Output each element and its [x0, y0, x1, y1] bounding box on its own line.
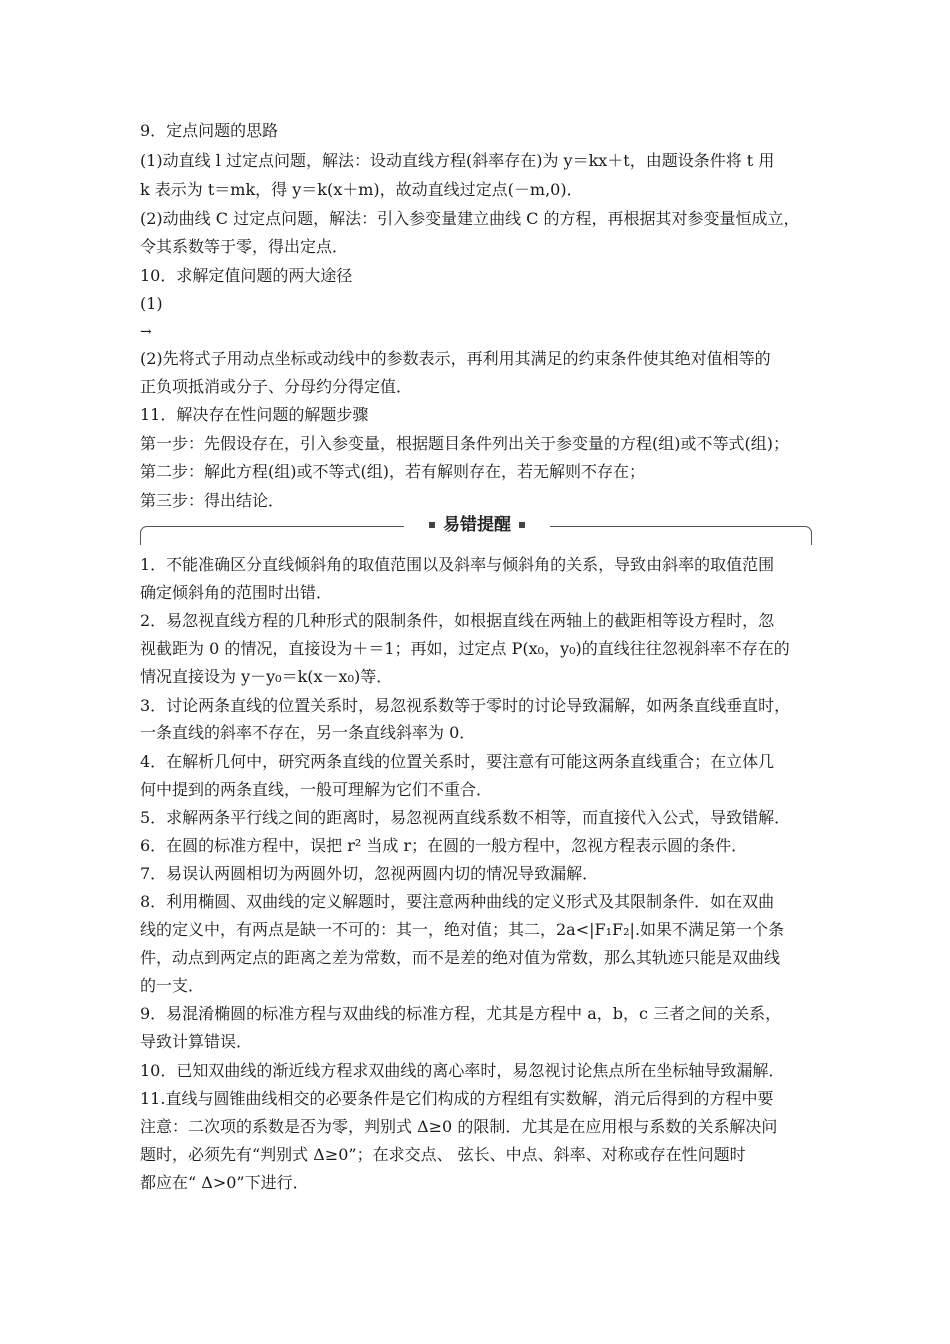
- text-line: 导致计算错误．: [140, 1032, 253, 1051]
- text-line: 令其系数等于零，得出定点．: [140, 237, 349, 256]
- text-line: (1): [140, 294, 163, 313]
- arrow-icon: →: [140, 324, 152, 340]
- text-line: 10．已知双曲线的渐近线方程求双曲线的离心率时，易忽视讨论焦点所在坐标轴导致漏解．: [140, 1061, 785, 1080]
- text-line: (2)动曲线 C 过定点问题，解法：引入参变量建立曲线 C 的方程，再根据其对参变量恒成立，: [140, 209, 800, 228]
- text-line: 线的定义中，有两点是缺一不可的：其一，绝对值；其二，2a<|F₁F₂|.如果不满足第一个条: [140, 920, 785, 939]
- text-line: 注意：二次项的系数是否为零，判别式 Δ≥0 的限制．尤其是在应用根与系数的关系解决问: [140, 1117, 778, 1136]
- heading-fixed-point: 9．定点问题的思路: [140, 121, 279, 140]
- text-line: 正负项抵消或分子、分母约分得定值．: [140, 377, 413, 396]
- text-line: 9．易混淆椭圆的标准方程与双曲线的标准方程，尤其是方程中 a，b，c 三者之间的关系，: [140, 1004, 782, 1023]
- banner-title: 易错提醒: [443, 515, 511, 535]
- text-line: 8．利用椭圆、双曲线的定义解题时，要注意两种曲线的定义形式及其限制条件．如在双曲: [140, 892, 775, 911]
- text-line: 5．求解两条平行线之间的距离时，易忽视两直线系数不相等，而直接代入公式，导致错解．: [140, 808, 791, 827]
- text-line: 题时，必须先有“判别式 Δ≥0”；在求交点、 弦长、中点、斜率、对称或存在性问题时: [140, 1145, 746, 1164]
- heading-existence: 11．解决存在性问题的解题步骤: [140, 405, 369, 424]
- text-line: 6．在圆的标准方程中，误把 r² 当成 r；在圆的一般方程中，忽视方程表示圆的条件．: [140, 836, 748, 855]
- banner-title-wrap: [404, 512, 550, 538]
- section-banner: [140, 512, 812, 546]
- text-line: (2)先将式子用动点坐标或动线中的参数表示，再利用其满足的约束条件使其绝对值相等的: [140, 349, 771, 368]
- text-line: 1．不能准确区分直线倾斜角的取值范围以及斜率与倾斜角的关系，导致由斜率的取值范围: [140, 555, 775, 574]
- text-line: 情况直接设为 y－y₀＝k(x－x₀)等．: [140, 667, 393, 686]
- text-line: 一条直线的斜率不存在，另一条直线斜率为 0．: [140, 723, 476, 742]
- text-line: 确定倾斜角的范围时出错．: [140, 583, 333, 602]
- text-line: 3．讨论两条直线的位置关系时，易忽视系数等于零时的讨论导致漏解，如两条直线垂直时，: [140, 696, 791, 715]
- text-line: 视截距为 0 的情况，直接设为＋＝1；再如，过定点 P(x₀，y₀)的直线往往忽视斜率不存在的: [140, 639, 790, 658]
- square-bullet-icon: [519, 522, 525, 528]
- text-line: 4．在解析几何中，研究两条直线的位置关系时，要注意有可能这两条直线重合；在立体几: [140, 752, 775, 771]
- text-line: k 表示为 t＝mk，得 y＝k(x＋m)，故动直线过定点(－m,0)．: [140, 180, 583, 199]
- heading-fixed-value: 10．求解定值问题的两大途径: [140, 266, 353, 285]
- text-line: (1)动直线 l 过定点问题，解法：设动直线方程(斜率存在)为 y＝kx＋t，由题设条件将 t 用: [140, 151, 775, 170]
- text-line: 11.直线与圆锥曲线相交的必要条件是它们构成的方程组有实数解，消元后得到的方程中要: [140, 1089, 774, 1108]
- text-line: 7．易误认两圆相切为两圆外切，忽视两圆内切的情况导致漏解．: [140, 864, 599, 883]
- text-line: 都应在“ Δ>0”下进行．: [140, 1173, 309, 1192]
- square-bullet-icon: [429, 522, 435, 528]
- text-line: 第三步：得出结论．: [140, 491, 285, 510]
- text-line: 何中提到的两条直线，一般可理解为它们不重合．: [140, 780, 493, 799]
- text-line: 第一步：先假设存在，引入参变量，根据题目条件列出关于参变量的方程(组)或不等式(组)；: [140, 434, 789, 453]
- text-line: 2．易忽视直线方程的几种形式的限制条件，如根据直线在两轴上的截距相等设方程时，忽: [140, 611, 775, 630]
- text-line: 的一支．: [140, 976, 205, 995]
- text-line: 第二步：解此方程(组)或不等式(组)，若有解则存在，若无解则不存在；: [140, 462, 645, 481]
- text-line: 件，动点到两定点的距离之差为常数，而不是差的绝对值为常数，那么其轨迹只能是双曲线: [140, 948, 781, 967]
